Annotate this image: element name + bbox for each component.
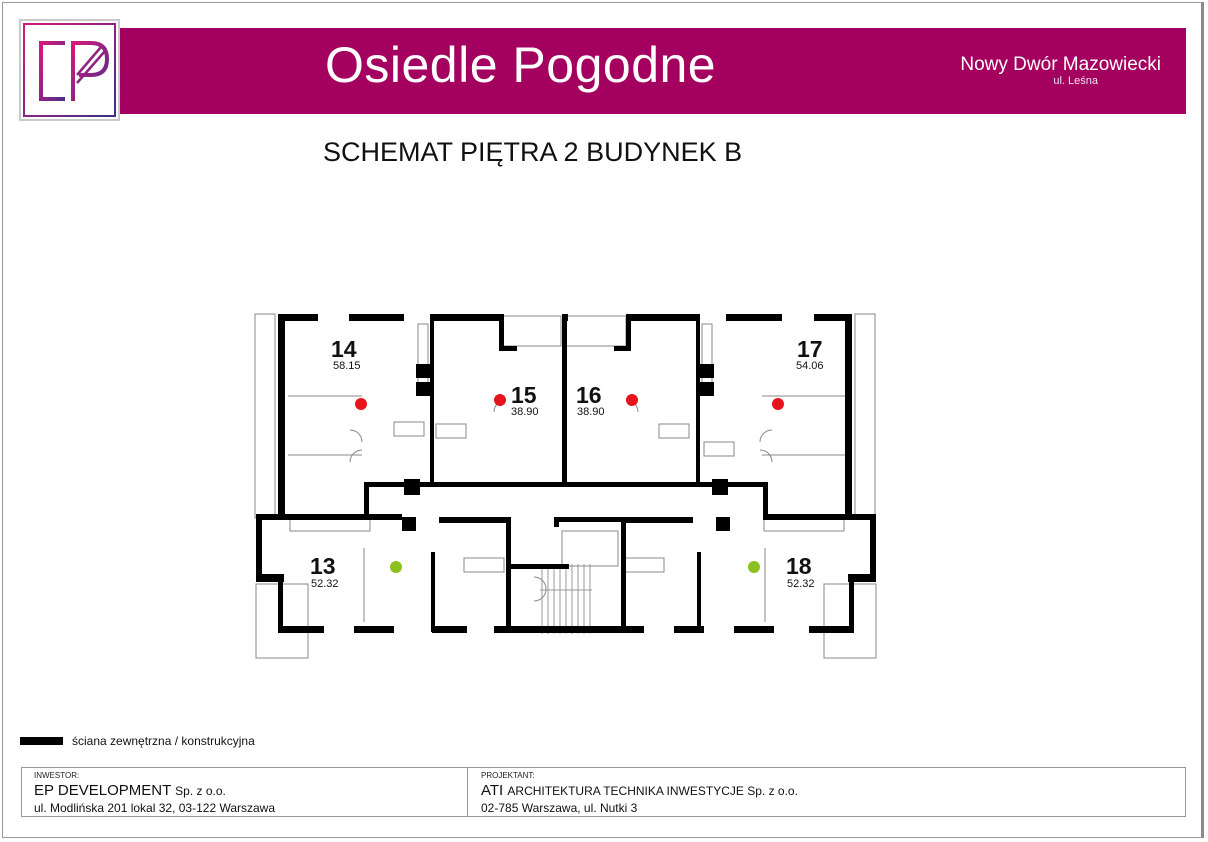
- apartment-16-area: 38.90: [577, 406, 605, 418]
- apartment-18-area: 52.32: [787, 578, 815, 590]
- investor-company: EP DEVELOPMENT: [34, 782, 171, 799]
- apartment-13-number: 13: [310, 553, 336, 579]
- sheet-title: SCHEMAT PIĘTRA 2 BUDYNEK B: [323, 137, 743, 167]
- apartment-13-status-dot: [390, 561, 402, 573]
- city-name: Nowy Dwór Mazowiecki: [960, 54, 1161, 75]
- designer-address: 02-785 Warszawa, ul. Nutki 3: [481, 801, 638, 815]
- apartment-17-status-dot: [772, 398, 784, 410]
- legend-label: ściana zewnętrzna / konstrukcyjna: [72, 734, 255, 748]
- apartment-18-status-dot: [748, 561, 760, 573]
- designer-company: ATI: [481, 782, 504, 799]
- apartment-15-area: 38.90: [511, 406, 539, 418]
- title-block-divider: [467, 768, 468, 816]
- header-banner: [120, 28, 1186, 114]
- ep-logo: [19, 19, 120, 121]
- apartment-14-status-dot: [355, 398, 367, 410]
- project-title: Osiedle Pogodne: [325, 37, 717, 93]
- apartment-17-area: 54.06: [796, 360, 824, 372]
- apartment-14-area: 58.15: [333, 360, 361, 372]
- apartment-16-number: 16: [576, 382, 602, 408]
- apartment-15-status-dot: [494, 394, 506, 406]
- designer-label: PROJEKTANT:: [481, 771, 535, 780]
- apartment-13-area: 52.32: [311, 578, 339, 590]
- investor-name: [34, 782, 226, 799]
- apartment-15-number: 15: [511, 382, 537, 408]
- title-block: [21, 767, 1186, 817]
- investor-company-suffix: Sp. z o.o.: [175, 784, 226, 798]
- apartment-14-number: 14: [331, 336, 357, 362]
- floor-plan: [254, 312, 878, 660]
- apartment-16-status-dot: [626, 394, 638, 406]
- designer-name: [481, 782, 798, 799]
- designer-company-suffix: ARCHITEKTURA TECHNIKA INWESTYCJE Sp. z o.o.: [507, 784, 798, 798]
- investor-label: INWESTOR:: [34, 771, 80, 780]
- wall-swatch-icon: [20, 737, 63, 745]
- investor-address: ul. Modlińska 201 lokal 32, 03-122 Warszawa: [34, 801, 276, 815]
- apartment-18-number: 18: [786, 553, 812, 579]
- ep-logo-icon: [21, 21, 118, 119]
- street-name: ul. Leśna: [1053, 75, 1098, 87]
- apartment-17-number: 17: [797, 336, 823, 362]
